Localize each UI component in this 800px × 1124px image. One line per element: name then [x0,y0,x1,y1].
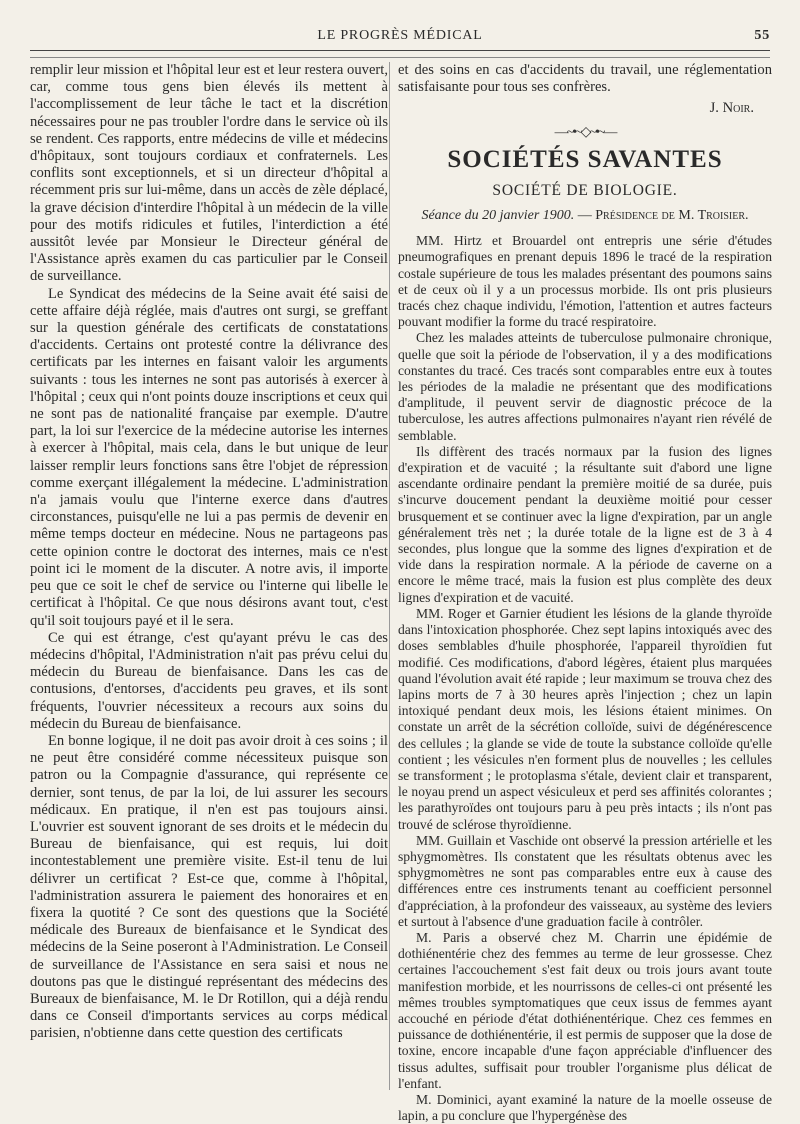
right-column [398,62,772,1124]
left-column [30,62,388,1043]
page-number: 55 [754,28,770,43]
paragraph: Ce qui est étrange, c'est qu'ayant prévu le cas des médecins d'hôpital, l'Administration n'ait pas prévu celui du médecin du Bureau de bienfaisance. Dans les cas de contusions, d'entorses, d'accidents peu graves, et ils sont fréquents, l'ouvrier nécessiteux a recours aux soins du médecin du Bureau de bienfaisance. [30,629,388,732]
author-signature: J. Noir. [709,100,754,117]
paragraph: Chez les malades atteints de tuberculose pulmonaire chronique, quelle que soit la période de l'observation, il y a des modifications constantes du tracé. Ces tracés sont comparables entre eux à toutes les périodes de la maladie ne présentant que des modifications d'amplitude, il peuvent servir de diagnostic précoce de la tuberculose, les autres affections pulmonaires n'ayant rien révélé de semblable. [398,330,772,443]
paragraph: M. Dominici, ayant examiné la nature de la moelle osseuse de lapin, a pu conclure que l'hypergénèse des [398,1091,772,1124]
paragraph: Ils diffèrent des tracés normaux par la fusion des lignes d'expiration et de vacuité ; la résultante suit d'abord une ligne ascendante ordinaire pendant la première moitié de sa durée, puis s'incurve doucement pendant la deuxième moitié pour cesser brusquement et se continuer avec la ligne d'expiration, par un angle généralement très net ; la durée totale de la ligne est de 3 à 4 secondes, plus longue que la somme des lignes d'expiration et de vide dans la respiration normale. A la période de caverne on a encore le même tracé, mais la fusion est plus complète des deux lignes d'expiration et de vacuité. [398,443,772,605]
paragraph: et des soins en cas d'accidents du travail, une réglementation satisfaisante pour tous ses confrères. [398,62,772,96]
paragraph: Le Syndicat des médecins de la Seine avait été saisi de cette affaire déjà réglée, mais d'autres ont surgi, se greffant sur la question générale des certificats de constatations d'accidents. Certains ont protesté contre la délivrance des certificats par les internes en faisant valoir les arguments suivants : tous les internes ne sont pas autorisés à exercer à l'hôpital ; ceux qui n'ont points douze inscriptions et ceux qui ne sont pas de nationalité française par exemple. D'autre part, la loi sur l'exercice de la médecine autorise les internes à exercer à l'hôpital, mais cela, dans le but unique de leur laisser remplir leurs fonctions sans être l'objet de répression comme exerçant illégalement la médecine. L'administration n'a jamais voulu que l'interne exerce dans d'autres circonstances, puisqu'elle ne lui a pas permis de devenir en même temps docteur en médecine. Nous ne partageons pas cette opinion contre le doctorat des internes, mais ce n'est point ici le moment de la discuter. A notre avis, il importe peu que ce soit le chef de service ou l'interne qui libelle le certificat à l'hôpital. Ce que nous désirons avant tout, c'est qu'il soit toujours payé et il le sera. [30,285,388,629]
paragraph: En bonne logique, il ne doit pas avoir droit à ces soins ; il ne peut être considéré comme nécessiteux puisque son patron ou la Compagnie d'assurance, qui représente ce dernier, sont tenus, de par la loi, de lui assurer les secours médicaux. En pratique, il n'en est pas toujours ainsi. L'ouvrier est souvent ignorant de ses droits et le médecin du Bureau de bienfaisance, qui est requis, lui doit incontestablement une première visite. Est-il tenu de lui délivrer un certificat ? Est-ce que, comme à l'hôpital, l'administration assurera le paiement des honoraires et en fixera la quotité ? Ce sont des questions que la Société médicale des Bureaux de bienfaisance et le Syndicat des médecins de la Seine poseront à l'Administration. Le Conseil de surveillance de l'Assistance en sera saisi et nous ne doutons pas que le distingué représentant des médecins des Bureaux de bienfaisance, M. le Dr Rotillon, qui a déjà rendu dans ce Conseil d'importants services au corps médical parisien, n'obtienne dans cette question des certificats [30,732,388,1042]
paragraph: remplir leur mission et l'hôpital leur est et leur restera ouvert, car, comme tous gens bien élevés ils mettent à l'accomplissement de leur tâche le tact et la discrétion nécessaires pour ne pas troubler l'ordre dans le service où ils se rendent. Ces rapports, entre médecins de ville et médecins d'hôpitaux, sont toujours cordiaux et confraternels. Les conflits sont exceptionnels, et si un directeur d'hôpital a récemment pris sur lui-même, dans un accès de zèle déplacé, la grave décision d'interdire l'hôpital à un médecin de la ville pour des motifs ridicules et futiles, l'interdiction a été aussitôt levée par Monsieur le Directeur général de l'Assistance après examen du cas particulier par le Conseil de surveillance. [30,62,388,285]
header-rule [30,50,770,51]
paragraph: MM. Hirtz et Brouardel ont entrepris une série d'études pneumografiques en prenant depuis 1896 le tracé de la respiration costale supérieure de tous les malades présentant des poumons sains et de ceux où il y a un processus morbide. Ils ont pris plusieurs tracés chez chaque individu, l'émotion, l'attention et autres facteurs pouvant modifier la forme du tracé respiratoire. [398,233,772,330]
section-title: SOCIÉTÉS SAVANTES [447,145,723,173]
seance-president: — Présidence de M. Troisier. [577,208,749,224]
paragraph: M. Paris a observé chez M. Charrin une épidémie de dothiénentérie chez des femmes au terme de leur grossesse. Chez certaines l'accouchement s'est fait deux ou trois jours avant toute manifestion morbide, et les nourrissons de celles-ci ont présenté les mêmes troubles symptomatiques que ceux issus de femmes ayant accouché en période d'état dothiénentérique. Chez ces femmes en puissance de dothiénentérie, il est permis de supposer que la dose de toxine, encore incapable d'une façon appréciable d'influencer des tissus adultes, suffisait pour troubler l'organisme plus délicat de l'enfant. [398,929,772,1091]
paragraph: MM. Roger et Garnier étudient les lésions de la glande thyroïde dans l'intoxication phosphorée. Chez sept lapins intoxiqués avec des doses semblables d'huile phosphorée, l'appareil thyroïdien fut modifié. Ces modifications, d'abord légères, étaient plus marquées quand l'évolution avait été rapide ; leur maximum se trouva chez des lapins morts de 7 à 30 heures après l'injection ; chez un lapin intoxiqué pendant deux mois, les lésions étaient minimes. On constate un arrêt de la sécrétion colloïde, suivi de dégénérescence des cellules ; la glande se vide de toute la substance colloïde qu'elle contient ; les vésicules n'en forment plus de nouvelles ; les cellules se transforment ; le protoplasma s'étale, devient clair et transparent, le noyau prend un aspect vésiculeux et perd ses affinités colorantes ; les parathyroïdes ont toujours paru à peu près intacts ; ils n'ont pas trouvé de sclérose thyroïdienne. [398,605,772,832]
ornament-divider: —~•~◇~•~— [554,124,616,140]
paragraph: MM. Guillain et Vaschide ont observé la pression artérielle et les sphygmomètres. Ils constatent que les résultats obtenus avec les sphygmomètres ne sont pas comparables entre eux à cause des différences entre ces instruments tenant au coefficient personnel d'appréciation, à la profondeur des vaisseaux, au système des leviers et surtout à l'absence d'une graduation facile à contrôler. [398,832,772,929]
seance-date: Séance du 20 janvier 1900. [421,208,575,224]
running-header [30,28,770,48]
subsection-title: SOCIÉTÉ DE BIOLOGIE. [492,182,678,200]
seance-line [398,207,772,225]
column-divider [389,62,390,1090]
journal-title: LE PROGRÈS MÉDICAL [317,28,483,43]
header-rule-lower [30,57,770,58]
